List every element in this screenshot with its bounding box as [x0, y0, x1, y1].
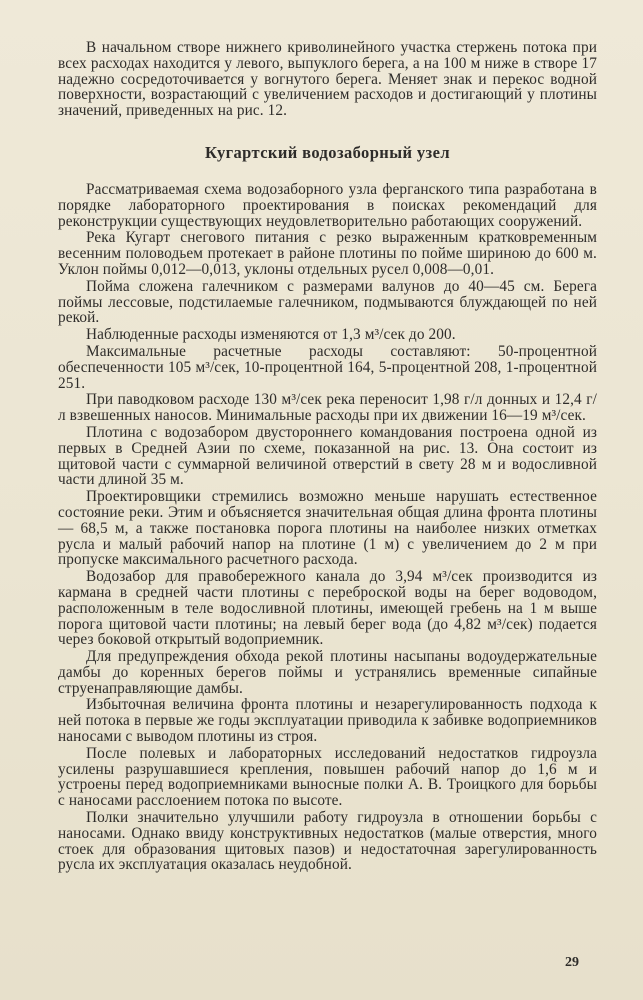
paragraph-floodplain: Пойма сложена галечником с размерами валунов до 40—45 см. Берега поймы лессовые, подстилаемые галечником, подмываются блуждающей по ней рекой.	[58, 277, 597, 327]
paragraph-scheme: Рассматриваемая схема водозаборного узла ферганского типа разработана в порядке лабораторного проектирования в поисках рекомендаций для реконструкции существующих неудовлетворительно работающих сооружений.	[58, 180, 597, 230]
paragraph-observed-flows: Наблюденные расходы изменяются от 1,3 м³/сек до 200.	[86, 326, 456, 344]
paragraph-river: Река Кугарт снегового питания с резко выраженным кратковременным весенним половодьем протекает в районе плотины по пойме шириною до 600 м. Уклон поймы 0,012—0,013, уклоны отдельных русел 0,008—0,01.	[58, 229, 597, 278]
paragraph-excess-front: Избыточная величина фронта плотины и незарегулированность подхода к ней потока в первые же годы эксплуатации приводила к забивке водоприемников наносами с выводом плотины из строя.	[58, 696, 597, 746]
section-title: Кугартский водозаборный узел	[205, 142, 450, 162]
paragraph-designers: Проектировщики стремились возможно меньше нарушать естественное состояние реки. Этим и объясняется значительная общая длина фронта плотины — 68,5 м, а также постановка порога плотины на наиболее низких отметках русла и малый рабочий напор на плотине (1 м) с увеличением до 2 м при пропуске максимального расчетного расхода.	[58, 488, 597, 569]
paragraph-dam: Плотина с водозабором двустороннего командования построена одной из первых в Средней Азии по схеме, показанной на рис. 13. Она состоит из щитовой части с суммарной величиной отверстий в свету 28 м и водосливной части длиной 35 м.	[58, 423, 597, 489]
paragraph-shelves: Полки значительно улучшили работу гидроузла в отношении борьбы с наносами. Однако ввиду конструктивных недостатков (малые отверстия, много стоек для образования щитовых пазов) и недостаточная зарегулированность русла их эксплуатация оказалась неудобной.	[58, 809, 597, 874]
paragraph-design-flows: Максимальные расчетные расходы составляют: 50-процентной обеспеченности 105 м³/сек, 10-процентной 164, 5-процентной 208, 1-процентной 251.	[58, 342, 597, 392]
page-number: 29	[565, 955, 579, 970]
paragraph-water-intake: Водозабор для правобережного канала до 3,94 м³/сек производится из кармана в средней части плотины с переброской воды на берег водоводом, расположенным в теле водосливной плотины, имеющей гребень на 1 м выше порога щитовой части плотины; на левый берег вода (до 4,82 м³/сек) подается через боковой открытый водоприемник.	[58, 568, 597, 649]
intro-paragraph: В начальном створе нижнего криволинейного участка стержень потока при всех расходах находится у левого, выпуклого берега, а на 100 м ниже в створе 17 надежно сосредоточивается у вогнутого берега. Меняет знак и перекос водной поверхности, возрастающий с увеличением расходов и достигающий у плотины значений, приведенных на рис. 12.	[58, 39, 597, 120]
paragraph-dikes: Для предупреждения обхода рекой плотины насыпаны водоудержательные дамбы до коренных берегов поймы и устранялись временные сипайные струенаправляющие дамбы.	[58, 648, 597, 697]
paragraph-research: После полевых и лабораторных исследований недостатков гидроузла усилены разрушавшиеся крепления, повышен рабочий напор до 1,6 м и устроены перед водоприемниками выносные полки А. В. Троицкого для борьбы с наносами расслоением потока по высоте.	[58, 744, 597, 810]
paragraph-sediment: При паводковом расходе 130 м³/сек река переносит 1,98 г/л донных и 12,4 г/л взвешенных наносов. Минимальные расходы при их движении 16—19 м³/сек.	[58, 391, 597, 425]
